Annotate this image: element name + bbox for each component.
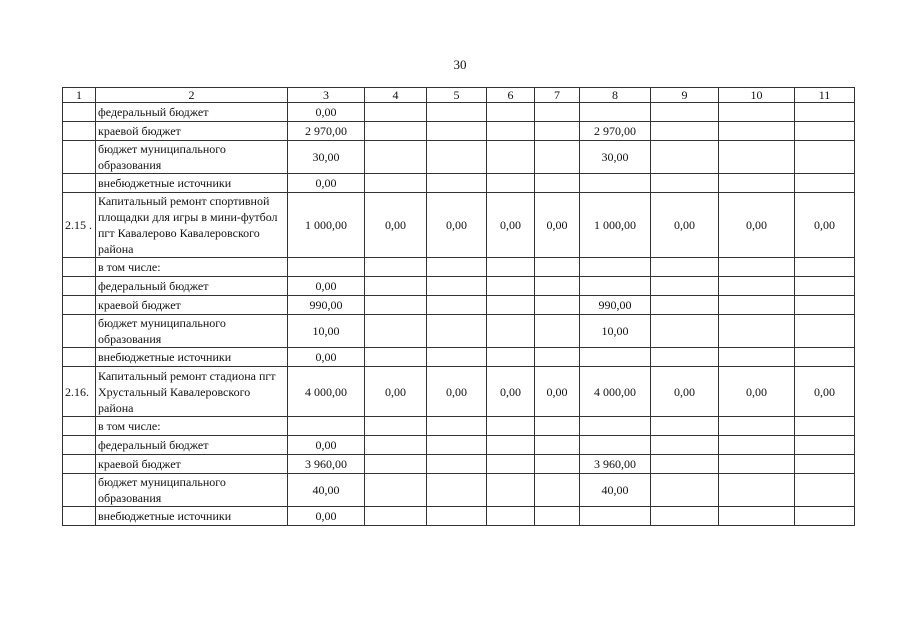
value-cell-col-11 (795, 507, 855, 526)
value-cell-col-3 (288, 417, 365, 436)
table-row (63, 367, 855, 417)
row-name-cell: в том числе: (96, 258, 288, 277)
row-index-cell (63, 122, 96, 141)
value-cell-col-10 (719, 141, 795, 174)
value-cell-col-10 (719, 436, 795, 455)
value-cell-col-5 (427, 122, 487, 141)
value-cell-col-4 (365, 455, 427, 474)
value-cell-col-8: 30,00 (580, 141, 651, 174)
value-cell-col-4 (365, 277, 427, 296)
value-cell-col-8 (580, 507, 651, 526)
value-cell-col-7 (535, 315, 580, 348)
value-cell-col-6 (487, 296, 535, 315)
value-cell-col-6 (487, 258, 535, 277)
page-number: 30 (453, 57, 467, 72)
row-index-cell (63, 296, 96, 315)
value-cell-col-7 (535, 174, 580, 193)
value-cell-col-7: 0,00 (535, 193, 580, 258)
value-cell-col-3: 0,00 (288, 436, 365, 455)
value-cell-col-6 (487, 436, 535, 455)
value-cell-col-8: 1 000,00 (580, 193, 651, 258)
value-cell-col-9 (651, 348, 719, 367)
value-cell-col-3: 0,00 (288, 507, 365, 526)
value-cell-col-3 (288, 258, 365, 277)
table-row (63, 174, 855, 193)
value-cell-col-4 (365, 315, 427, 348)
column-header-8: 8 (580, 88, 651, 103)
value-cell-col-11 (795, 315, 855, 348)
value-cell-col-9: 0,00 (651, 367, 719, 417)
value-cell-col-7 (535, 103, 580, 122)
value-cell-col-7: 0,00 (535, 367, 580, 417)
value-cell-col-5 (427, 455, 487, 474)
value-cell-col-5: 0,00 (427, 367, 487, 417)
value-cell-col-6: 0,00 (487, 367, 535, 417)
table-row (63, 348, 855, 367)
table-row (63, 141, 855, 174)
value-cell-col-4 (365, 417, 427, 436)
value-cell-col-6 (487, 103, 535, 122)
value-cell-col-9 (651, 315, 719, 348)
value-cell-col-5 (427, 417, 487, 436)
value-cell-col-11 (795, 174, 855, 193)
value-cell-col-6 (487, 455, 535, 474)
table-row (63, 103, 855, 122)
value-cell-col-9 (651, 296, 719, 315)
value-cell-col-10 (719, 174, 795, 193)
value-cell-col-10 (719, 315, 795, 348)
row-name-cell: краевой бюджет (96, 296, 288, 315)
value-cell-col-4 (365, 507, 427, 526)
value-cell-col-10: 0,00 (719, 367, 795, 417)
column-header-3: 3 (288, 88, 365, 103)
table-row (63, 455, 855, 474)
value-cell-col-7 (535, 507, 580, 526)
value-cell-col-7 (535, 417, 580, 436)
value-cell-col-3: 0,00 (288, 174, 365, 193)
value-cell-col-10 (719, 455, 795, 474)
value-cell-col-11 (795, 455, 855, 474)
row-index-cell (63, 417, 96, 436)
row-name-cell: бюджет муниципального образования (96, 315, 288, 348)
value-cell-col-11: 0,00 (795, 193, 855, 258)
budget-table (62, 87, 855, 526)
row-name-cell: внебюджетные источники (96, 507, 288, 526)
value-cell-col-5 (427, 103, 487, 122)
value-cell-col-6 (487, 417, 535, 436)
value-cell-col-11 (795, 296, 855, 315)
row-name-cell: федеральный бюджет (96, 277, 288, 296)
column-header-9: 9 (651, 88, 719, 103)
value-cell-col-11 (795, 417, 855, 436)
value-cell-col-3: 40,00 (288, 474, 365, 507)
row-index-cell: 2.15 . (63, 193, 96, 258)
row-index-cell (63, 103, 96, 122)
value-cell-col-5 (427, 174, 487, 193)
value-cell-col-7 (535, 258, 580, 277)
table-row (63, 474, 855, 507)
value-cell-col-5 (427, 296, 487, 315)
value-cell-col-6 (487, 315, 535, 348)
column-header-5: 5 (427, 88, 487, 103)
value-cell-col-6 (487, 122, 535, 141)
value-cell-col-8 (580, 103, 651, 122)
value-cell-col-10 (719, 103, 795, 122)
row-index-cell (63, 507, 96, 526)
value-cell-col-3: 0,00 (288, 277, 365, 296)
column-header-6: 6 (487, 88, 535, 103)
value-cell-col-8: 4 000,00 (580, 367, 651, 417)
row-index-cell (63, 174, 96, 193)
value-cell-col-3: 10,00 (288, 315, 365, 348)
column-header-2: 2 (96, 88, 288, 103)
value-cell-col-3: 30,00 (288, 141, 365, 174)
value-cell-col-10 (719, 474, 795, 507)
table-row (63, 258, 855, 277)
row-index-cell (63, 277, 96, 296)
value-cell-col-6 (487, 141, 535, 174)
value-cell-col-9: 0,00 (651, 193, 719, 258)
value-cell-col-6 (487, 507, 535, 526)
value-cell-col-5 (427, 315, 487, 348)
value-cell-col-9 (651, 277, 719, 296)
value-cell-col-7 (535, 122, 580, 141)
value-cell-col-5 (427, 436, 487, 455)
value-cell-col-9 (651, 417, 719, 436)
value-cell-col-11: 0,00 (795, 367, 855, 417)
value-cell-col-8: 3 960,00 (580, 455, 651, 474)
table-row (63, 193, 855, 258)
value-cell-col-6: 0,00 (487, 193, 535, 258)
value-cell-col-9 (651, 141, 719, 174)
value-cell-col-10 (719, 348, 795, 367)
value-cell-col-8: 10,00 (580, 315, 651, 348)
row-index-cell (63, 436, 96, 455)
row-name-cell: краевой бюджет (96, 122, 288, 141)
table-row (63, 296, 855, 315)
row-name-cell: в том числе: (96, 417, 288, 436)
value-cell-col-7 (535, 455, 580, 474)
value-cell-col-8 (580, 258, 651, 277)
row-name-cell: внебюджетные источники (96, 174, 288, 193)
value-cell-col-6 (487, 474, 535, 507)
value-cell-col-7 (535, 474, 580, 507)
table-row (63, 277, 855, 296)
value-cell-col-4 (365, 296, 427, 315)
row-name-cell: внебюджетные источники (96, 348, 288, 367)
row-name-cell: бюджет муниципального образования (96, 141, 288, 174)
value-cell-col-4 (365, 436, 427, 455)
row-name-cell: Капитальный ремонт спортивной площадки для игры в мини-футбол пгт Кавалерово Кавалеровского района (96, 193, 288, 258)
value-cell-col-8: 2 970,00 (580, 122, 651, 141)
column-header-7: 7 (535, 88, 580, 103)
value-cell-col-9 (651, 474, 719, 507)
value-cell-col-4: 0,00 (365, 193, 427, 258)
value-cell-col-10 (719, 277, 795, 296)
value-cell-col-5: 0,00 (427, 193, 487, 258)
value-cell-col-10 (719, 417, 795, 436)
value-cell-col-4 (365, 103, 427, 122)
value-cell-col-6 (487, 174, 535, 193)
value-cell-col-4 (365, 474, 427, 507)
value-cell-col-11 (795, 474, 855, 507)
value-cell-col-10 (719, 507, 795, 526)
value-cell-col-10 (719, 122, 795, 141)
row-name-cell: бюджет муниципального образования (96, 474, 288, 507)
value-cell-col-9 (651, 103, 719, 122)
value-cell-col-3: 4 000,00 (288, 367, 365, 417)
column-header-10: 10 (719, 88, 795, 103)
row-index-cell (63, 315, 96, 348)
value-cell-col-4 (365, 122, 427, 141)
value-cell-col-10 (719, 258, 795, 277)
value-cell-col-7 (535, 296, 580, 315)
value-cell-col-3: 0,00 (288, 103, 365, 122)
value-cell-col-7 (535, 348, 580, 367)
value-cell-col-11 (795, 122, 855, 141)
row-index-cell: 2.16. (63, 367, 96, 417)
value-cell-col-4: 0,00 (365, 367, 427, 417)
column-header-1: 1 (63, 88, 96, 103)
value-cell-col-7 (535, 436, 580, 455)
value-cell-col-8: 40,00 (580, 474, 651, 507)
row-index-cell (63, 455, 96, 474)
value-cell-col-9 (651, 122, 719, 141)
row-index-cell (63, 258, 96, 277)
value-cell-col-4 (365, 258, 427, 277)
value-cell-col-9 (651, 436, 719, 455)
row-name-cell: федеральный бюджет (96, 436, 288, 455)
row-index-cell (63, 474, 96, 507)
header-row (63, 88, 855, 103)
table-row (63, 417, 855, 436)
value-cell-col-8 (580, 174, 651, 193)
value-cell-col-3: 990,00 (288, 296, 365, 315)
value-cell-col-11 (795, 103, 855, 122)
value-cell-col-7 (535, 141, 580, 174)
value-cell-col-11 (795, 436, 855, 455)
value-cell-col-8 (580, 277, 651, 296)
row-index-cell (63, 348, 96, 367)
value-cell-col-5 (427, 258, 487, 277)
table-row (63, 315, 855, 348)
value-cell-col-4 (365, 174, 427, 193)
value-cell-col-9 (651, 507, 719, 526)
table-row (63, 436, 855, 455)
value-cell-col-8 (580, 348, 651, 367)
value-cell-col-6 (487, 348, 535, 367)
value-cell-col-5 (427, 277, 487, 296)
row-name-cell: федеральный бюджет (96, 103, 288, 122)
value-cell-col-6 (487, 277, 535, 296)
row-name-cell: краевой бюджет (96, 455, 288, 474)
value-cell-col-5 (427, 141, 487, 174)
value-cell-col-3: 0,00 (288, 348, 365, 367)
value-cell-col-4 (365, 141, 427, 174)
row-name-cell: Капитальный ремонт стадиона пгт Хрустальный Кавалеровского района (96, 367, 288, 417)
value-cell-col-10: 0,00 (719, 193, 795, 258)
value-cell-col-3: 2 970,00 (288, 122, 365, 141)
value-cell-col-3: 1 000,00 (288, 193, 365, 258)
column-header-11: 11 (795, 88, 855, 103)
value-cell-col-3: 3 960,00 (288, 455, 365, 474)
value-cell-col-4 (365, 348, 427, 367)
value-cell-col-5 (427, 348, 487, 367)
value-cell-col-11 (795, 277, 855, 296)
value-cell-col-10 (719, 296, 795, 315)
value-cell-col-11 (795, 258, 855, 277)
value-cell-col-9 (651, 258, 719, 277)
row-index-cell (63, 141, 96, 174)
value-cell-col-9 (651, 174, 719, 193)
value-cell-col-7 (535, 277, 580, 296)
column-header-4: 4 (365, 88, 427, 103)
value-cell-col-5 (427, 507, 487, 526)
value-cell-col-8: 990,00 (580, 296, 651, 315)
table-row (63, 507, 855, 526)
value-cell-col-9 (651, 455, 719, 474)
value-cell-col-11 (795, 141, 855, 174)
value-cell-col-5 (427, 474, 487, 507)
value-cell-col-8 (580, 436, 651, 455)
value-cell-col-8 (580, 417, 651, 436)
value-cell-col-11 (795, 348, 855, 367)
table-row (63, 122, 855, 141)
